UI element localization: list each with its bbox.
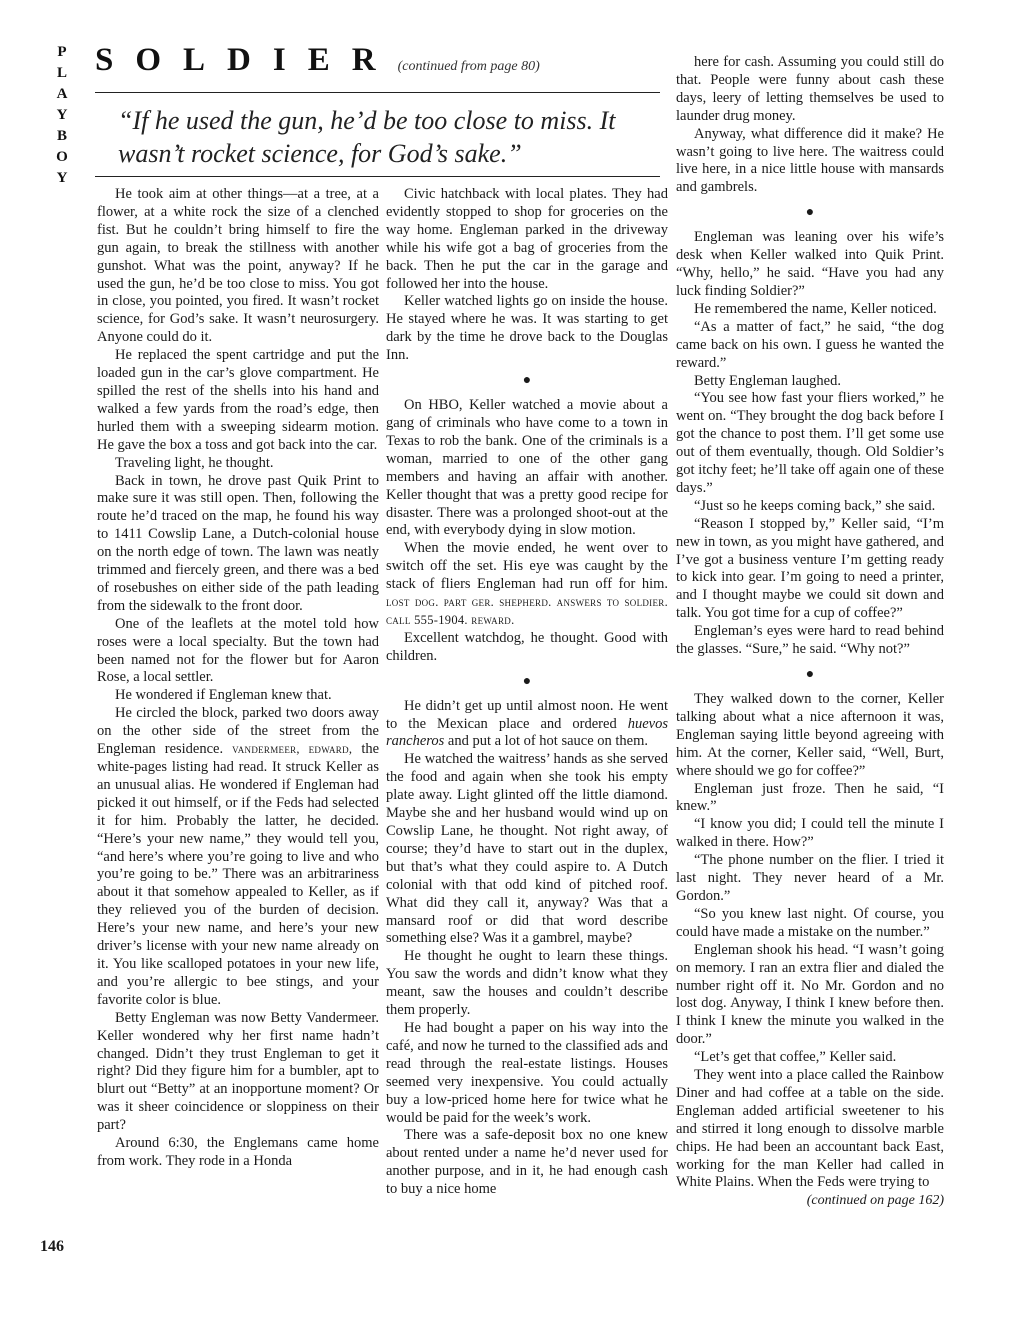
paragraph: Betty Engleman laughed. xyxy=(694,372,841,389)
rule-bottom xyxy=(95,176,660,177)
dish-name: huevos rancheros xyxy=(386,715,669,750)
paragraph: On HBO, Keller watched a movie about a gang of criminals who have come to a town in Texas to rob the bank. One of the criminals is a woman, married to one of the other gang members and having an affair with another. Keller thought that was a pretty good recipe for disaster. There was a prolonged shoot-out at the end, with everybody dying in slow motion. xyxy=(386,397,668,539)
text-run: and put a lot of hot sauce on them. xyxy=(447,733,649,750)
paragraph: He watched the waitress’ hands as she served the food and again when she took his empty plate away. Light glinted off the little diamond. Maybe she and her husband would wind up on Cowslip Lane, he thought. Not right away, of course; they’d have to start out in the duplex, but that’s what they could aspire to. A Dutch colonial with that odd kind of pitched roof. What did they call it, anyway? Was that a mansard roof or did that word describe something else? Was it a gambrel, maybe? xyxy=(386,751,668,947)
magazine-letter: O xyxy=(56,149,68,165)
paragraph: He wondered if Engleman knew that. xyxy=(115,687,332,704)
paragraph: Betty Engleman was now Betty Vandermeer. Keller wondered why her first name hadn’t changed. Didn’t they trust Engleman to get it right? Did they figure him for a bumbler, apt to blurt out “Betty” at an inopportune moment? Or was it sheer coincidence or sloppiness on their part? xyxy=(97,1009,379,1134)
continued-from-note: (continued from page 80) xyxy=(397,59,540,74)
paragraph: Engleman was leaning over his wife’s desk when Keller walked into Quik Print. “Why, hello,” he said. “Have you had any luck finding Soldier?” xyxy=(676,229,944,299)
continued-to-note: (continued on page 162) xyxy=(806,1193,944,1209)
paragraph: He had bought a paper on his way into the café, and now he turned to the classified ads and read through the real-estate listings. Houses seemed very inexpensive. You could actually buy a low-priced home here for twice what he would be paid for the week’s work. xyxy=(386,1019,668,1126)
paragraph: “So you knew last night. Of course, you could have made a mistake on the number.” xyxy=(676,905,944,940)
paragraph xyxy=(97,705,379,1009)
paragraph: “Just so he keeps coming back,” she said. xyxy=(694,497,936,514)
paragraph: “The phone number on the flier. I tried it last night. They never heard of a Mr. Gordon.” xyxy=(676,852,944,904)
story-title: SOLDIER xyxy=(95,42,398,78)
paragraph: “You see how fast your fliers worked,” he went on. “They brought the dog back before I got the chance to post them. I’ll get some use out of them eventually, though. Old Soldier’s got itchy feet; he’ll take off again one of these days.” xyxy=(676,390,944,496)
paragraph: Engleman shook his head. “I wasn’t going on memory. I ran an extra flier and dialed the number right off it. No Mr. Gordon and no lost dog. Anyway, I think I knew before then. I think I knew the minute you walked in the door.” xyxy=(676,941,944,1048)
text-run: He didn’t get up until almost noon. He went to the Mexican place and ordered xyxy=(386,697,668,732)
magazine-letter: Y xyxy=(56,170,68,186)
column-3 xyxy=(676,54,944,1210)
paragraph: Anyway, what difference did it make? He wasn’t going to live here. The waitress could live here, in a nice little house with mansards and gambrels. xyxy=(676,125,944,196)
paragraph: They walked down to the corner, Keller talking about what a nice afternoon it was, Engleman saying little beyond agreeing with him. At the corner, Keller said, “Well, Burt, where should we go for coffee?” xyxy=(676,691,944,779)
section-break: ● xyxy=(522,373,532,389)
page-number: 146 xyxy=(40,1238,64,1255)
paragraph: Civic hatchback with local plates. They had evidently stopped to shop for groceries on the way home. Engleman parked in the driveway while his wife got a bag of groceries from the back. Then he put the car in the garage and followed her into the house. xyxy=(386,186,668,292)
directory-listing: vandermeer, edward, xyxy=(232,742,353,757)
paragraph: here for cash. Assuming you could still do that. People were funny about cash these days, leery of letting themselves be used to launder drug money. xyxy=(676,54,944,124)
paragraph: Back in town, he drove past Quik Print to make sure it was still open. Then, following the route he’d traced on the map, he found his way to 1411 Cowslip Lane, a Dutch-colonial house on the north edge of town. The lawn was neatly trimmed and fiercely green, and there was a bed of rosebushes on either side of the path leading from the sidewalk to the front door. xyxy=(97,472,379,614)
column-1 xyxy=(97,186,379,1171)
paragraph: Excellent watchdog, he thought. Good with children. xyxy=(386,629,668,664)
article-header xyxy=(95,42,660,82)
paragraph: Engleman’s eyes were hard to read behind the glasses. “Sure,” he said. “Why not?” xyxy=(676,623,944,658)
paragraph: There was a safe-deposit box no one knew about rented under a name he’d never used for another purpose, and in it, he had enough cash to buy a nice home xyxy=(386,1127,668,1198)
paragraph: Around 6:30, the Englemans came home from work. They rode in a Honda xyxy=(97,1135,379,1169)
text-run: When the movie ended, he went over to switch off the set. His eye was caught by the stack of fliers Engleman had run off for him. xyxy=(386,540,668,593)
flier-text: lost dog. part ger. shepherd. answers to soldier. call 555-1904. reward. xyxy=(386,595,668,627)
paragraph: He remembered the name, Keller noticed. xyxy=(694,300,937,317)
paragraph: He replaced the spent cartridge and put the loaded gun in the car’s glove compartment. He spilled the rest of the shells into his hand and walked a few yards from the road’s edge, then hurled them with a sweeping sidearm motion. He gave the box a toss and got back into the car. xyxy=(97,347,379,453)
paragraph: Keller watched lights go on inside the house. He stayed where he was. It was starting to get dark by the time he drove back to the Douglas Inn. xyxy=(386,293,668,364)
text-run: the white-pages listing had read. It struck Keller as an unusual alias. He wondered if Engleman had picked it out himself, or if the Feds had selected it for him. Probably the latter, he decided. “Here’s your new name,” they would tell you, “and here’s where you’re going to live and who you’re going to be.” There was an arbitrariness about it that somehow appealed to Keller, as if they relieved you of the burden of decision. Here’s your new name, and here’s your new driver’s license with your new name already on it. You like scalloped potatoes in your new life, and you’re allergic to bee stings, and your favorite color is blue. xyxy=(97,741,380,1008)
paragraph: Traveling light, he thought. xyxy=(115,454,274,471)
paragraph: One of the leaflets at the motel told how roses were a local specialty. But the town had been named not for the flower but for Aaron Rose, a local settler. xyxy=(97,615,379,686)
section-break: ● xyxy=(805,667,815,682)
section-break: ● xyxy=(522,673,532,689)
paragraph xyxy=(386,698,668,752)
magazine-letter: Y xyxy=(56,107,68,123)
magazine-letter: B xyxy=(56,128,67,144)
paragraph: “As a matter of fact,” he said, “the dog came back on his own. I guess he wanted the reward.” xyxy=(676,318,944,371)
text-run: He circled the block, parked two doors away on the other side of the street from the Engleman residence. xyxy=(97,705,379,758)
paragraph: They went into a place called the Rainbow Diner and had coffee at a table on the side. Engleman added artificial sweetener to his and stirred it long enough to dissolve marble chips. He had been an accountant back East, working for the man Keller had called in White Plains. When the Feds were trying to xyxy=(676,1067,944,1191)
magazine-letter: L xyxy=(56,65,67,81)
magazine-letter: A xyxy=(56,86,68,102)
rule-top xyxy=(95,92,660,93)
column-2 xyxy=(386,186,668,1199)
magazine-letter: P xyxy=(57,44,67,60)
paragraph: “Reason I stopped by,” Keller said, “I’m new in town, as you might have gathered, and I’ve got a business venture I’m getting ready to kick into gear. I’m going to need a printer, and I thought maybe we could sit down and talk. You got time for a cup of coffee?” xyxy=(676,515,944,622)
paragraph: Engleman just froze. Then he said, “I knew.” xyxy=(676,780,944,815)
paragraph xyxy=(386,540,668,630)
paragraph: “Let’s get that coffee,” Keller said. xyxy=(694,1049,897,1066)
pull-quote: “If he used the gun, he’d be too close to miss. It wasn’t rocket science, for God’s sake.” xyxy=(118,106,616,168)
paragraph: He thought he ought to learn these things. You saw the words and didn’t know what they meant, saw the houses and couldn’t describe them properly. xyxy=(386,948,668,1019)
paragraph: He took aim at other things—at a tree, at a flower, at a white rock the size of a clenched fist. But he couldn’t bring himself to fire the gun again, to break the stillness with another gunshot. What was the point, anyway? If he used the gun, he’d be too close to miss. You got in close, you pointed, you fired. It wasn’t rocket science, for God’s sake. It wasn’t neurosurgery. Anyone could do it. xyxy=(97,186,379,346)
section-break: ● xyxy=(805,205,815,221)
paragraph: “I know you did; I could tell the minute I walked in there. How?” xyxy=(676,816,944,851)
magazine-name-vertical xyxy=(52,42,72,189)
